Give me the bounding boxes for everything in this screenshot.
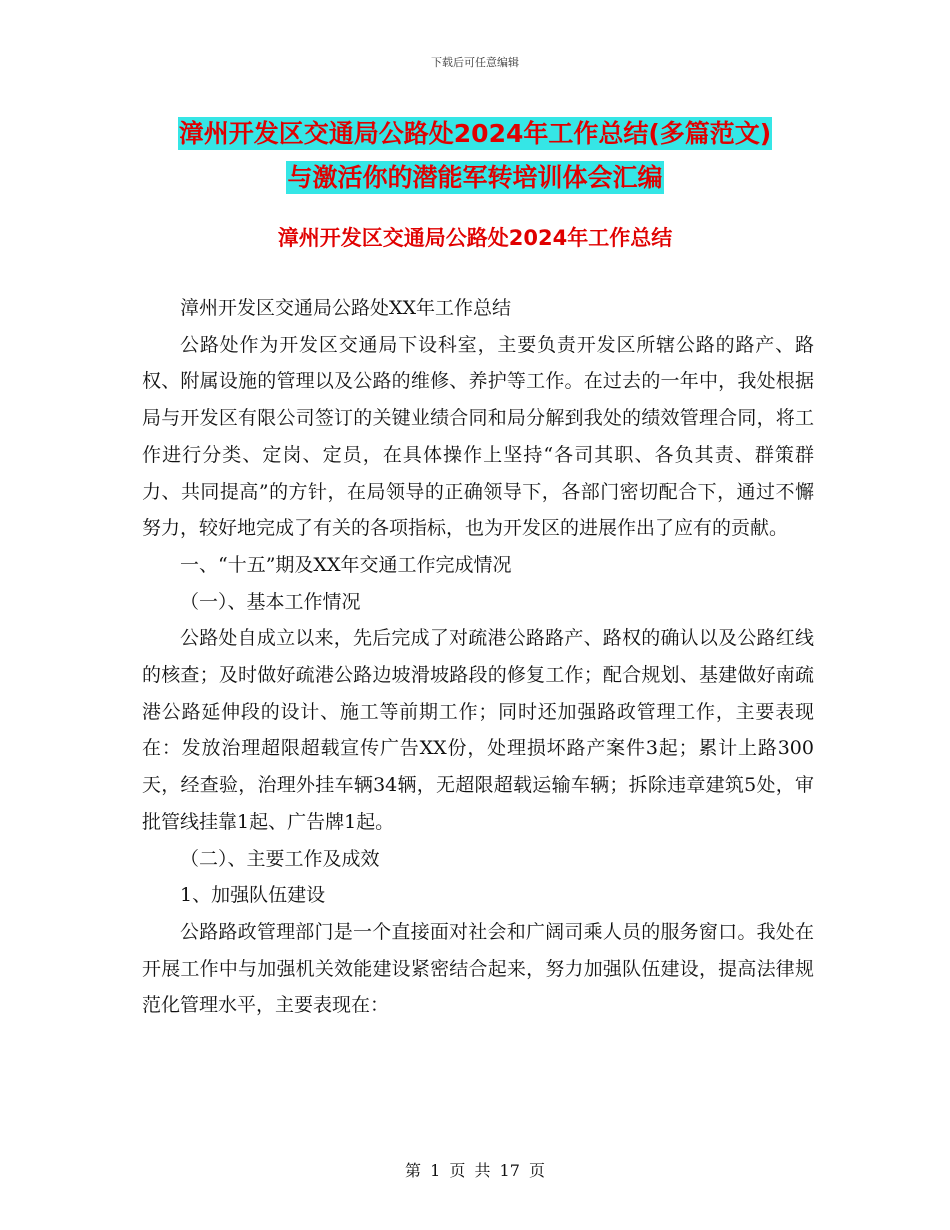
- paragraph: 公路路政管理部门是一个直接面对社会和广阔司乘人员的服务窗口。我处在开展工作中与加强机关效能建设紧密结合起来，努力加强队伍建设，提高法律规范化管理水平，主要表现在：: [142, 920, 814, 1017]
- main-title-line-2-text: 与激活你的潜能军转培训体会汇编: [287, 163, 663, 192]
- paragraph: （一）、基本工作情况: [180, 590, 361, 613]
- main-title-line-2: [0, 158, 950, 194]
- paragraph: 一、“十五”期及XX年交通工作完成情况: [180, 553, 512, 576]
- page-footer: 第 1 页 共 17 页: [405, 1161, 545, 1180]
- paragraph: 公路处自成立以来，先后完成了对疏港公路路产、路权的确认以及公路红线的核查；及时做好疏港公路边坡滑坡路段的修复工作；配合规划、基建做好南疏港公路延伸段的设计、施工等前期工作；同时还加强路政管理工作，主要表现在：发放治理超限超载宣传广告XX份，处理损坏路产案件3起；累计上路300天，经查验，治理外挂车辆34辆，无超限超载运输车辆；拆除违章建筑5处，审批管线挂靠1起、广告牌1起。: [142, 627, 814, 833]
- paragraph: （二）、主要工作及成效: [180, 847, 380, 870]
- paragraph: 1、加强队伍建设: [180, 884, 326, 907]
- paragraph: 漳州开发区交通局公路处XX年工作总结: [180, 297, 512, 319]
- body-text: [142, 290, 814, 1024]
- header-note: 下载后可任意编辑: [431, 56, 519, 69]
- paragraph: 公路处作为开发区交通局下设科室，主要负责开发区所辖公路的路产、路权、附属设施的管理以及公路的维修、养护等工作。在过去的一年中，我处根据局与开发区有限公司签订的关键业绩合同和局分解到我处的绩效管理合同，将工作进行分类、定岗、定员，在具体操作上坚持“各司其职、各负其责、群策群力、共同提高”的方针，在局领导的正确领导下，各部门密切配合下，通过不懈努力，较好地完成了有关的各项指标，也为开发区的进展作出了应有的贡献。: [142, 333, 814, 540]
- section-title: 漳州开发区交通局公路处2024年工作总结: [277, 226, 673, 250]
- main-title-line-1-text: 漳州开发区交通局公路处2024年工作总结(多篇范文): [178, 119, 772, 148]
- main-title-line-1: [0, 114, 950, 150]
